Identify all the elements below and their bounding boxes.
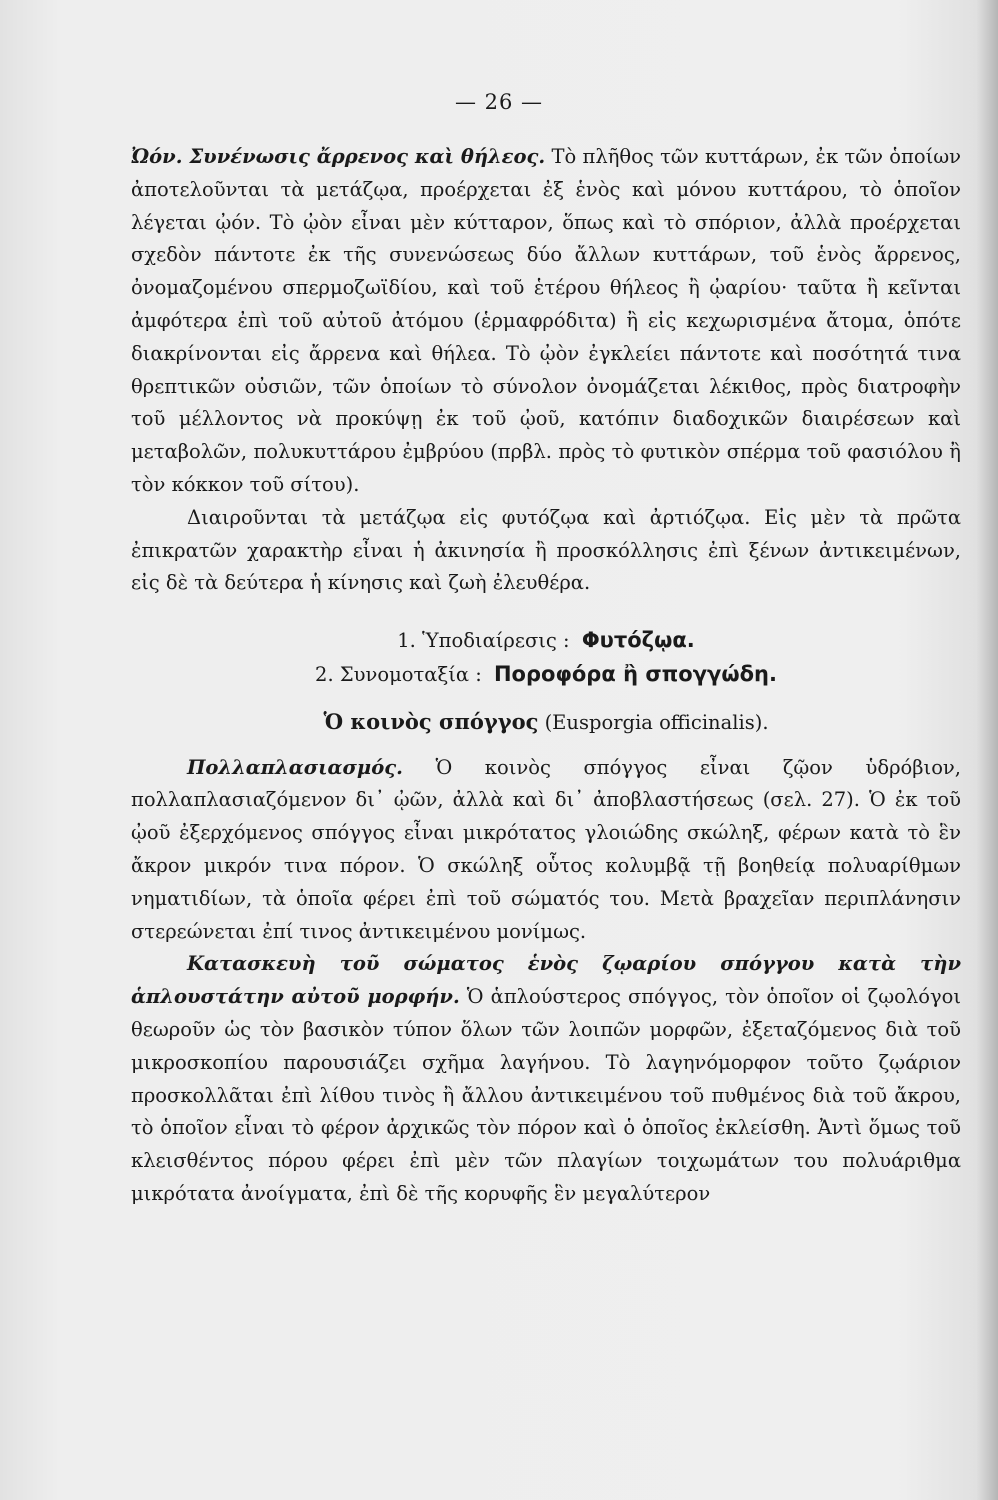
species-latin-name: (Eusporgia officinalis). <box>538 710 769 734</box>
page-body <box>131 141 961 1211</box>
paragraph-egg <box>131 141 961 502</box>
phylum-value: Ποροφόρα ἢ σπογγώδη. <box>493 661 777 686</box>
subdivision-label: 1. Ὑποδιαίρεσις : <box>397 629 570 653</box>
paragraph-structure <box>131 948 961 1210</box>
paragraph-structure-heading: Κατασκευὴ τοῦ σώματος ἑνὸς ζῳαρίου σπόγγου κατὰ τὴν ἁπλουστάτην αὐτοῦ μορφήν. <box>131 952 961 1009</box>
paragraph-structure-text: Ὁ ἁπλούστερος σπόγγος, τὸν ὁποῖον οἱ ζῳολόγοι θεωροῦν ὡς τὸν βασικὸν τύπον ὅλων τῶν λοιπῶν μορφῶν, ἐξεταζόμενος διὰ τοῦ μικροσκοπίου παρουσιάζει σχῆμα λαγήνου. Τὸ λαγηνόμορφον τοῦτο ζῳάριον προσκολλᾶται ἐπὶ λίθου τινὸς ἢ ἄλλου ἀντικειμένου τοῦ πυθμένος διὰ τοῦ ἄκρου, τὸ ὁποῖον εἶναι τὸ φέρον ἀρχικῶς τὸν πόρον καὶ ὁ ὁποῖος ἐκλείσθη. Ἀντὶ ὅμως τοῦ κλεισθέντος πόρου φέρει ἐπὶ μὲν τῶν πλαγίων τοιχωμάτων του πολυάριθμα μικρότατα ἀνοίγματα, ἐπὶ δὲ τῆς κορυφῆς ἓν μεγαλύτερον <box>131 985 961 1205</box>
species-heading <box>131 706 961 740</box>
subdivision-value: Φυτόζῳα. <box>581 628 695 653</box>
paragraph-reproduction-text: Ὁ κοινὸς σπόγγος εἶναι ζῷον ὑδρόβιον, πολλαπλασιαζόμενον δι᾽ ᾠῶν, ἀλλὰ καὶ δι᾽ ἀποβλαστήσεως (σελ. 27). Ὁ ἐκ τοῦ ᾠοῦ ἐξερχόμενος σπόγγος εἶναι μικρότατος γλοιώδης σκώληξ, φέρων κατὰ τὸ ἓν ἄκρον μικρόν τινα πόρον. Ὁ σκώληξ οὗτος κολυμβᾷ τῇ βοηθείᾳ πολυαρίθμων νηματιδίων, τὰ ὁποῖα φέρει ἐπὶ τοῦ σώματός του. Μετὰ βραχεῖαν περιπλάνησιν στερεώνεται ἐπί τινος ἀντικειμένου μονίμως. <box>131 755 961 943</box>
subdivision-heading <box>131 624 961 658</box>
species-name: Ὁ κοινὸς σπόγγος <box>323 708 539 734</box>
phylum-heading <box>131 658 961 692</box>
page-number: — 26 — <box>454 90 544 114</box>
phylum-label: 2. Συνομοταξία : <box>315 662 482 686</box>
paragraph-reproduction <box>131 752 961 949</box>
paragraph-division: Διαιροῦνται τὰ μετάζῳα εἰς φυτόζῳα καὶ ἀρτιόζῳα. Εἰς μὲν τὰ πρῶτα ἐπικρατῶν χαρακτὴρ εἶναι ἡ ἀκινησία ἢ προσκόλλησις ἐπὶ ξένων ἀντικειμένων, εἰς δὲ τὰ δεύτερα ἡ κίνησις καὶ ζωὴ ἐλευθέρα. <box>131 505 961 595</box>
page-edge-shadow <box>976 0 998 1500</box>
paragraph-egg-heading: Ὠόν. Συνένωσις ἄρρενος καὶ θήλεος. <box>131 145 546 168</box>
paragraph-reproduction-heading: Πολλαπλασιασμός. <box>187 755 403 779</box>
paragraph-egg-text: Τὸ πλῆθος τῶν κυττάρων, ἐκ τῶν ὁποίων ἀποτελοῦνται τὰ μετάζῳα, προέρχεται ἐξ ἑνὸς καὶ μόνου κυττάρου, τὸ ὁποῖον λέγεται ᾠόν. Τὸ ᾠὸν εἶναι μὲν κύτταρον, ὅπως καὶ τὸ σπόριον, ἀλλὰ προέρχεται σχεδὸν πάντοτε ἐκ τῆς συνενώσεως δύο ἄλλων κυττάρων, τοῦ ἑνὸς ἄρρενος, ὀνομαζομένου σπερμοζωϊδίου, καὶ τοῦ ἑτέρου θήλεος ἢ ᾠαρίου· ταῦτα ἢ κεῖνται ἀμφότερα ἐπὶ τοῦ αὐτοῦ ἀτόμου (ἑρμαφρόδιτα) ἢ εἰς κεχωρισμένα ἄτομα, ὁπότε διακρίνονται εἰς ἄρρενα καὶ θήλεα. Τὸ ᾠὸν ἐγκλείει πάντοτε καὶ ποσότητά τινα θρεπτικῶν οὐσιῶν, τῶν ὁποίων τὸ σύνολον ὀνομάζεται λέκιθος, πρὸς διατροφὴν τοῦ μέλλοντος νὰ προκύψῃ ἐκ τοῦ ᾠοῦ, κατόπιν διαδοχικῶν διαιρέσεων καὶ μεταβολῶν, πολυκυττάρου ἐμβρύου (πρβλ. πρὸς τὸ φυτικὸν σπέρμα τοῦ φασιόλου ἢ τὸν κόκκον τοῦ σίτου). <box>131 145 961 496</box>
